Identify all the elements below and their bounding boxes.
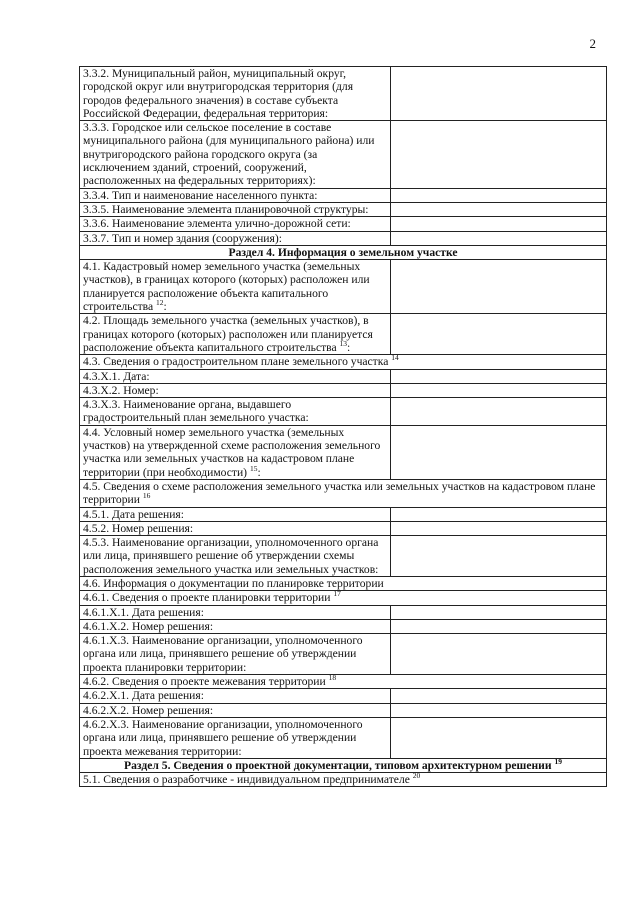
row-text: 4.5. Сведения о схеме расположения земельного участка или земельных участков на кадастровом плане территории xyxy=(83,479,596,507)
field-label-cell xyxy=(80,398,391,426)
field-label-cell xyxy=(80,383,391,397)
row-text-tail: : xyxy=(347,340,351,354)
row-text: 3.3.2. Муниципальный район, муниципальный округ, городской округ или внутригородская территория (для городов федерального значения) в составе субъекта Российской Федерации, федеральная территория: xyxy=(83,67,354,120)
form-row xyxy=(80,619,607,633)
field-label-cell xyxy=(80,521,391,535)
form-row xyxy=(80,231,607,245)
row-text: 3.3.4. Тип и наименование населенного пункта: xyxy=(83,188,318,202)
form-row xyxy=(80,479,607,507)
field-value-cell[interactable] xyxy=(391,260,607,314)
field-label-cell xyxy=(80,507,391,521)
field-label-cell xyxy=(80,703,391,717)
form-row xyxy=(80,717,607,758)
form-row xyxy=(80,703,607,717)
subsection-title-cell xyxy=(80,355,607,369)
form-row xyxy=(80,576,607,590)
field-label-cell xyxy=(80,260,391,314)
field-label-cell xyxy=(80,619,391,633)
field-value-cell[interactable] xyxy=(391,717,607,758)
row-text: 4.6.2.Х.1. Дата решения: xyxy=(83,689,204,703)
field-value-cell[interactable] xyxy=(391,521,607,535)
field-label-cell xyxy=(80,717,391,758)
field-value-cell[interactable] xyxy=(391,398,607,426)
row-text: 5.1. Сведения о разработчике - индивидуальном предпринимателе xyxy=(83,773,410,787)
form-row xyxy=(80,773,607,787)
footnote-ref: 12 xyxy=(156,298,164,308)
field-label-cell xyxy=(80,605,391,619)
field-value-cell[interactable] xyxy=(391,425,607,479)
field-value-cell[interactable] xyxy=(391,619,607,633)
form-row xyxy=(80,689,607,703)
field-value-cell[interactable] xyxy=(391,536,607,577)
form-row xyxy=(80,675,607,689)
field-value-cell[interactable] xyxy=(391,314,607,355)
field-label-cell xyxy=(80,314,391,355)
footnote-ref: 13 xyxy=(339,338,348,348)
subsection-title-cell xyxy=(80,479,607,507)
row-text: Раздел 5. Сведения о проектной документации, типовом архитектурном решении xyxy=(124,758,552,772)
footnote-ref: 15 xyxy=(249,463,258,473)
field-label-cell xyxy=(80,425,391,479)
row-text: 4.5.3. Наименование организации, уполномоченного органа или лица, принявшего решение об утверждении схемы расположения земельного участка или земельных участков: xyxy=(83,536,379,576)
form-row xyxy=(80,314,607,355)
field-value-cell[interactable] xyxy=(391,231,607,245)
footnote-ref: 20 xyxy=(412,771,421,781)
form-row xyxy=(80,369,607,383)
form-row xyxy=(80,536,607,577)
row-text: 4.1. Кадастровый номер земельного участка (земельных участков), в границах которого (которых) расположен или планируется расположение объекта капитального строительства xyxy=(83,260,370,314)
field-value-cell[interactable] xyxy=(391,634,607,675)
form-row xyxy=(80,507,607,521)
footnote-ref: 17 xyxy=(333,589,341,599)
row-text-tail: : xyxy=(257,465,261,479)
field-value-cell[interactable] xyxy=(391,121,607,188)
form-row xyxy=(80,121,607,188)
form-row xyxy=(80,260,607,314)
field-value-cell[interactable] xyxy=(391,703,607,717)
form-row xyxy=(80,605,607,619)
field-value-cell[interactable] xyxy=(391,217,607,231)
form-row xyxy=(80,67,607,121)
row-text: 4.2. Площадь земельного участка (земельных участков), в границах которого (которых) расположен или планируется расположение объекта капитального строительства xyxy=(83,314,373,354)
field-label-cell xyxy=(80,121,391,188)
subsection-title-cell xyxy=(80,591,607,605)
footnote-ref: 16 xyxy=(142,491,151,501)
section-header-row xyxy=(80,758,607,772)
row-text: 3.3.6. Наименование элемента улично-дорожной сети: xyxy=(83,217,351,231)
row-text: 4.6.1. Сведения о проекте планировки территории xyxy=(83,591,331,605)
form-row xyxy=(80,634,607,675)
form-row xyxy=(80,355,607,369)
footnote-ref: 14 xyxy=(391,353,399,363)
form-row xyxy=(80,521,607,535)
field-label-cell xyxy=(80,689,391,703)
form-row xyxy=(80,425,607,479)
form-row xyxy=(80,383,607,397)
form-row xyxy=(80,591,607,605)
row-text: 4.4. Условный номер земельного участка (земельных участков) на утвержденной схеме расположения земельного участка или земельных участков на кадастровом плане территории (при необходимости) xyxy=(83,425,381,479)
row-text: 4.3.Х.2. Номер: xyxy=(83,383,159,397)
section-title-cell xyxy=(80,758,607,772)
row-text: 4.3.Х.1. Дата: xyxy=(83,369,150,383)
row-text: 4.3. Сведения о градостроительном плане земельного участка xyxy=(83,355,389,369)
row-text: 3.3.5. Наименование элемента планировочной структуры: xyxy=(83,202,369,216)
field-label-cell xyxy=(80,217,391,231)
section-header-row xyxy=(80,245,607,259)
field-label-cell xyxy=(80,188,391,202)
row-text: 4.3.Х.3. Наименование органа, выдавшего градостроительный план земельного участка: xyxy=(83,398,309,425)
footnote-ref: 19 xyxy=(554,756,562,766)
field-label-cell xyxy=(80,536,391,577)
field-value-cell[interactable] xyxy=(391,383,607,397)
row-text: 4.6.2. Сведения о проекте межевания территории xyxy=(83,675,326,689)
row-text: 4.6.1.Х.3. Наименование организации, уполномоченного органа или лица, принявшего решение об утверждении проекта планировки территории: xyxy=(83,634,363,674)
form-row xyxy=(80,188,607,202)
field-label-cell xyxy=(80,67,391,121)
subsection-title-cell xyxy=(80,675,607,689)
row-text: 4.6.2.Х.3. Наименование организации, уполномоченного органа или лица, принявшего решение об утверждении проекта межевания территории: xyxy=(83,717,363,758)
footnote-ref: 18 xyxy=(328,673,337,683)
field-value-cell[interactable] xyxy=(391,369,607,383)
row-text: 4.6.2.Х.2. Номер решения: xyxy=(83,703,214,717)
subsection-title-cell xyxy=(80,576,607,590)
row-text: Раздел 4. Информация о земельном участке xyxy=(228,245,458,259)
subsection-title-cell xyxy=(80,773,607,787)
page-number: 2 xyxy=(589,36,596,51)
field-value-cell[interactable] xyxy=(391,605,607,619)
form-table xyxy=(79,66,607,787)
row-text: 4.5.2. Номер решения: xyxy=(83,521,194,535)
row-text: 4.6.1.Х.1. Дата решения: xyxy=(83,605,204,619)
row-text: 3.3.3. Городское или сельское поселение в составе муниципального района (для муниципального района) или внутригородского района городского округа (за исключением зданий, строений, сооружений, расположенных на федеральных территориях): xyxy=(83,121,375,188)
form-table-body xyxy=(80,67,607,787)
field-value-cell[interactable] xyxy=(391,188,607,202)
form-row xyxy=(80,202,607,216)
field-label-cell xyxy=(80,369,391,383)
form-row xyxy=(80,398,607,426)
section-title-cell xyxy=(80,245,607,259)
row-text: 4.6.1.Х.2. Номер решения: xyxy=(83,619,214,633)
field-label-cell xyxy=(80,231,391,245)
form-row xyxy=(80,217,607,231)
field-label-cell xyxy=(80,634,391,675)
row-text-tail: : xyxy=(163,300,167,314)
row-text: 4.6. Информация о документации по планировке территории xyxy=(83,576,384,590)
row-text: 4.5.1. Дата решения: xyxy=(83,507,184,521)
field-value-cell[interactable] xyxy=(391,67,607,121)
field-value-cell[interactable] xyxy=(391,507,607,521)
field-label-cell xyxy=(80,202,391,216)
field-value-cell[interactable] xyxy=(391,202,607,216)
row-text: 3.3.7. Тип и номер здания (сооружения): xyxy=(83,231,282,245)
field-value-cell[interactable] xyxy=(391,689,607,703)
